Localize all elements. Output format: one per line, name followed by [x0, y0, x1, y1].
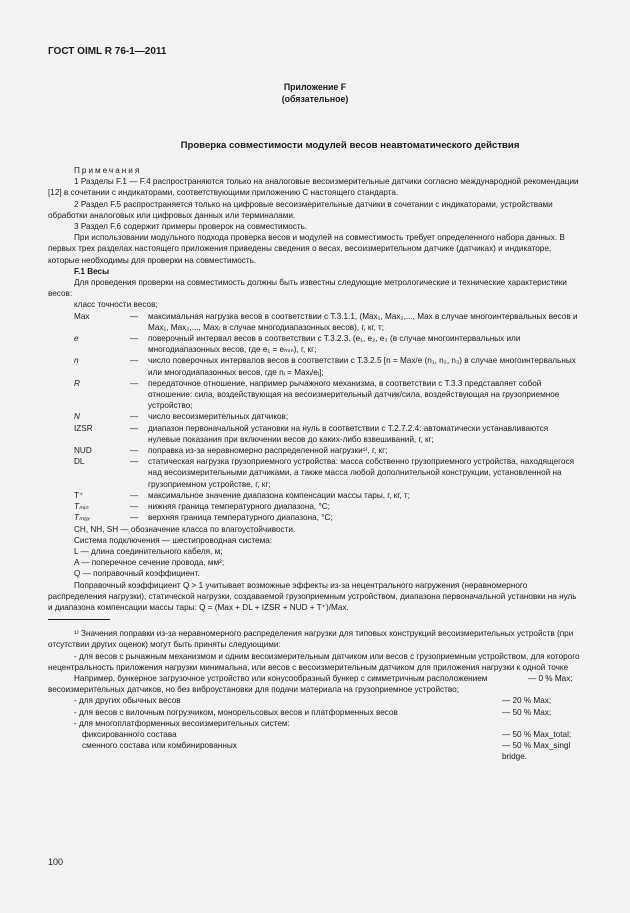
note-3: 3 Раздел F.6 содержит примеры проверок на совместимость. — [74, 222, 308, 232]
sys-item-q: Q — поправочный коэффициент. — [74, 569, 200, 579]
intro-paragraph: При использовании модульного подхода проверка весов и модулей на совместимость требует определенного набора данных. В первых трех разделах настоящего приложения приведены сведения о весах, весоизмерительном датчике (датчиках) и индикаторе, которые необходимы для проверки на совместимость. — [48, 233, 565, 265]
system-line: Система подключения — шестипроводная система: — [74, 535, 273, 545]
footnote-example: Например, бункерное загрузочное устройство или конусообразный бункер с симметричным расположением весоизмерительных датчиков, но без виброустановки для подачи материала на грузоприемное устройство; — [48, 673, 488, 695]
note-2: 2 Раздел F.5 распространяется только на цифровые весоизмерительные датчики в сочетании с индикаторами, устройствами обработки аналоговых или цифровых данных или терминалами. — [48, 199, 553, 220]
def-max: Max — максимальная нагрузка весов в соответствии с Т.3.1.1, (Max₁, Max₂,..., Max в случае многоинтервальных весов и Max₁, Max₂,..., Maxᵣ в случае многодиапазонных весов), г, кг, т; — [74, 311, 578, 332]
footnote-row: - для весов с вилочным погрузчиком, монорельсовых весов и платформенных весов — 50 % Max; — [74, 707, 552, 717]
footnote-row: - для других обычных весов — 20 % Max; — [74, 696, 552, 706]
body-text — [48, 165, 582, 763]
f1-text: Для проведения проверки на совместимость должны быть известны следующие метрологические и технические характеристики весов: — [48, 278, 567, 299]
def-tmax: Tₘₐₓ — верхняя граница температурного диапазона, °С; — [74, 513, 333, 523]
footnote-item-1: - для весов с рычажным механизмом и одним весоизмерительным датчиком или весов с грузоприемным устройством, для которого нецентральность приложения нагрузки минимальна, или весов с весоизмерительным датчиком для приложения нагрузки к одной точке — 0 % Max; — [48, 651, 580, 683]
footnote-row: - для многоплатформенных весоизмерительных систем: — [74, 718, 290, 728]
note-1: 1 Разделы F.1 — F.4 распространяются только на аналоговые весоизмерительные датчики согласно международной рекомендации [12] в сочетании с индикаторами, соответствующими приложению С настоящего стандарта. — [48, 177, 579, 198]
sys-item-a: A — поперечное сечение провода, мм²; — [74, 558, 225, 568]
def-n-cells: N — число весоизмерительных датчиков; — [74, 412, 289, 422]
def-tplus: T⁺ — максимальное значение диапазона компенсации массы тары, г, кг, т; — [74, 490, 410, 500]
page-number: 100 — [48, 857, 64, 867]
standard-header: ГОСТ OIML R 76-1—2011 — [48, 46, 167, 57]
q-paragraph: Поправочный коэффициент Q > 1 учитывает возможные эффекты из-за нецентрального нагружения (неравномерного распределения нагрузки), статической нагрузки, создаваемой грузоприемным устройством, диапазона первоначальной установки на нуль и диапазона компенсации массы тары: Q = (Max + DL + IZSR + NUD + T⁺)/Max. — [48, 580, 577, 612]
ch-line: CH, NH, SH — обозначение класса по влагоустойчивости. — [74, 524, 296, 534]
def-e: e — поверочный интервал весов в соответствии с Т.3.2.3, (e₁, e₂, e₃ (в случае многоинтервальных или многодиапазонных весов, где e₁ = eₘᵢₙ), г, кг; — [74, 334, 521, 355]
appendix-title: Приложение F — [283, 82, 347, 92]
accuracy-class: класс точности весов; — [74, 300, 158, 310]
f1-heading: F.1 Весы — [74, 266, 110, 276]
footnote-row: сменного состава или комбинированных — 50 % Max_singl bridge. — [82, 741, 571, 762]
def-tmin: Tₘᵢₙ — нижняя граница температурного диапазона, °С; — [74, 502, 330, 512]
def-izsr: IZSR — диапазон первоначальной установки на нуль в соответствии с Т.2.7.2.4: автоматически устанавливаются нулевые показания при включении весов до каких-либо взвешиваний, г, кг; — [74, 423, 549, 444]
def-dl: DL — статическая нагрузка грузоприемного устройства: масса собственно грузоприемного устройства, находящегося над весоизмерительными датчиками, а также масса любой дополнительной конструкции, установленной на грузоприемном устройстве, г, кг; — [74, 457, 575, 489]
notes-heading: Примечания — [74, 166, 142, 175]
def-r: R — передаточное отношение, например рычажного механизма, в соответствии с Т.3.3 представляет собой отношение: сила, воздействующая на весоизмерительный датчик/сила, воздействующая на грузоприемное устройство; — [74, 378, 560, 411]
def-nud: NUD — поправка из-за неравномерно распределенной нагрузки¹⁾, г, кг; — [74, 446, 388, 456]
sys-item-l: L — длина соединительного кабеля, м; — [74, 546, 223, 556]
footnote-divider — [48, 619, 110, 620]
appendix-status: (обязательное) — [281, 94, 349, 104]
def-n: n — число поверочных интервалов весов в соответствии с Т.3.2.5 [n = Max/e (n₁, n₂, n₃) в случае многоинтервальных или многодиапазонных весов, где nᵢ = Maxᵢ/eᵢ]; — [74, 356, 576, 377]
section-title: Проверка совместимости модулей весов неавтоматического действия — [180, 140, 520, 151]
footnote-intro: ¹⁾ Значения поправки из-за неравномерного распределения нагрузки для типовых конструкций весоизмерительных устройств (при отсутствии других оценок) могут быть приняты следующими: — [48, 629, 574, 650]
footnote-row: фиксированного состава — 50 % Max_total; — [82, 729, 572, 739]
